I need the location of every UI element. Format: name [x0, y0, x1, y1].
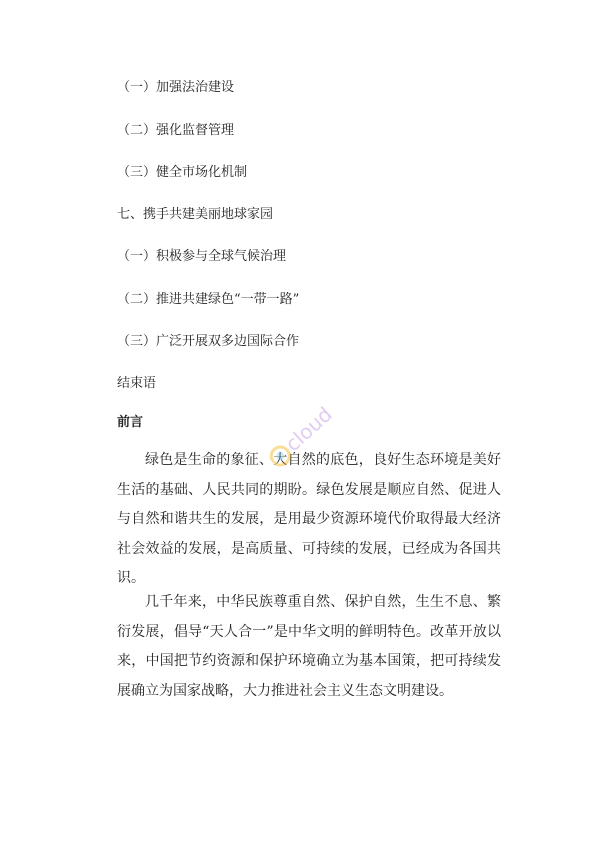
section-heading: 前言	[117, 415, 144, 430]
watermark-text: cloud	[280, 402, 337, 457]
paragraph-2: 几千年来，中华民族尊重自然、保护自然，生生不息、繁衍发展，倡导“天人合一”是中华文明的鲜明特色。改革开放以来，中国把节约资源和保护环境确立为基本国策，把可持续发展确立为国家战略，大力推进社会主义生态文明建设。	[117, 594, 501, 699]
toc-item-2: （二）强化监督管理	[117, 123, 235, 138]
paragraph-1: 绿色是生命的象征、大自然的底色，良好生态环境是美好生活的基础、人民共同的期盼。绿色发展是顺应自然、促进人与自然和谐共生的发展，是用最少资源环境代价取得最大经济社会效益的发展，是高质量、可持续的发展，已经成为各国共识。	[117, 452, 501, 586]
toc-item-5: （一）积极参与全球气候治理	[117, 249, 287, 264]
toc-item-8: 结束语	[117, 376, 157, 391]
toc-item-6: （二）推进共建绿色“一带一路”	[117, 292, 300, 307]
toc-item-7: （三）广泛开展双多边国际合作	[117, 334, 300, 349]
toc-item-4: 七、携手共建美丽地球家园	[117, 207, 274, 222]
toc-item-3: （三）健全市场化机制	[117, 165, 248, 180]
toc-item-1: （一）加强法治建设	[117, 80, 235, 95]
